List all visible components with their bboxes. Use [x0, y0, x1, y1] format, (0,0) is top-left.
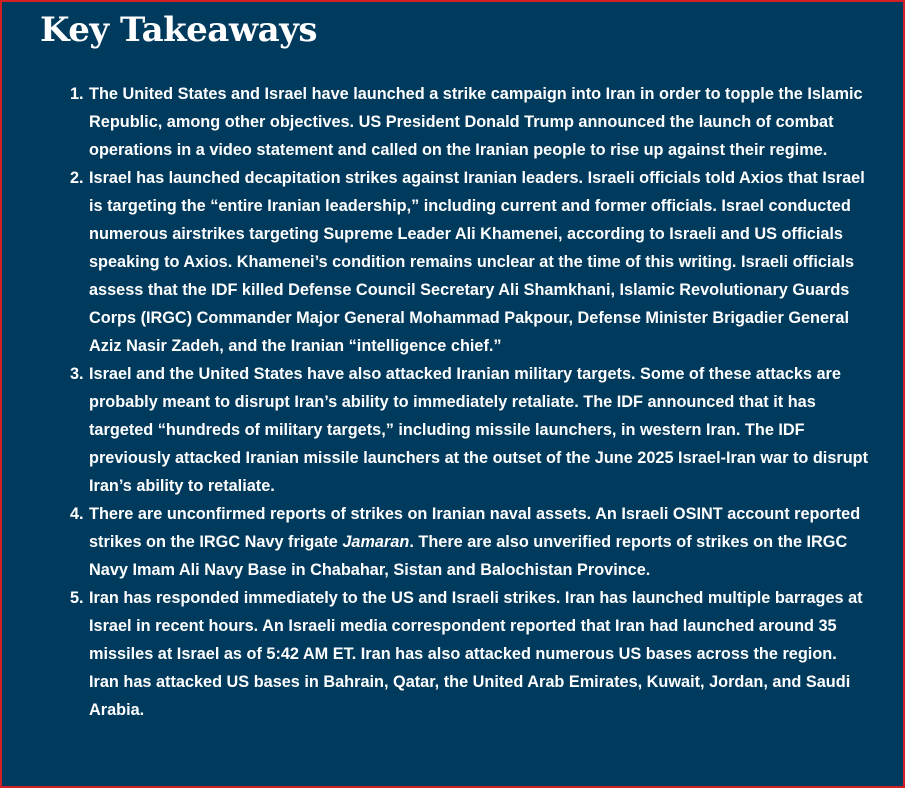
item-text-part: . There are also unverified reports of strikes on the IRGC Navy Imam Ali Navy Base in Chabahar, Sistan and Balochistan Province. — [89, 533, 848, 579]
item-text-part: There are unconfirmed reports of strikes on Iranian naval assets. An Israeli OSINT account reported strikes on the IRGC Navy frigate — [89, 505, 861, 551]
item-text: Iran has responded immediately to the US and Israeli strikes. Iran has launched multiple barrages at Israel in recent hours. An Israeli media correspondent reported that Iran had launched around 35 missiles at Israel as of 5:42 AM ET. Iran has also attacked numerous US bases across the region. Iran has attacked US bases in Bahrain, Qatar, the United Arab Emirates, Kuwait, Jordan, and Saudi Arabia. — [89, 589, 863, 719]
takeaways-list — [70, 80, 870, 724]
takeaway-item-4 — [70, 500, 870, 584]
item-number: 5. — [70, 589, 84, 607]
takeaway-item-3 — [70, 360, 870, 500]
item-number: 4. — [70, 505, 84, 523]
item-number: 1. — [70, 85, 84, 103]
takeaway-item-5 — [70, 584, 870, 724]
item-text: Israel and the United States have also attacked Iranian military targets. Some of these attacks are probably meant to disrupt Iran’s ability to immediately retaliate. The IDF announced that it has targeted “hundreds of military targets,” including missile launchers, in western Iran. The IDF previously attacked Iranian missile launchers at the outset of the June 2025 Israel-Iran war to disrupt Iran’s ability to retaliate. — [89, 365, 869, 495]
item-number: 3. — [70, 365, 84, 383]
item-text: The United States and Israel have launched a strike campaign into Iran in order to topple the Islamic Republic, among other objectives. US President Donald Trump announced the launch of combat operations in a video statement and called on the Iranian people to rise up against their regime. — [89, 85, 863, 159]
item-number: 2. — [70, 169, 84, 187]
section-title: Key Takeaways — [40, 10, 318, 50]
item-text — [89, 500, 870, 584]
ship-name: Jamaran — [342, 533, 410, 551]
item-text: Israel has launched decapitation strikes against Iranian leaders. Israeli officials told Axios that Israel is targeting the “entire Iranian leadership,” including current and former officials. Israel conducted numerous airstrikes targeting Supreme Leader Ali Khamenei, according to Israeli and US officials speaking to Axios. Khamenei’s condition remains unclear at the time of this writing. Israeli officials assess that the IDF killed Defense Council Secretary Ali Shamkhani, Islamic Revolutionary Guards Corps (IRGC) Commander Major General Mohammad Pakpour, Defense Minister Brigadier General Aziz Nasir Zadeh, and the Iranian “intelligence chief.” — [89, 169, 865, 355]
takeaway-item-2 — [70, 164, 870, 360]
takeaway-item-1 — [70, 80, 870, 164]
